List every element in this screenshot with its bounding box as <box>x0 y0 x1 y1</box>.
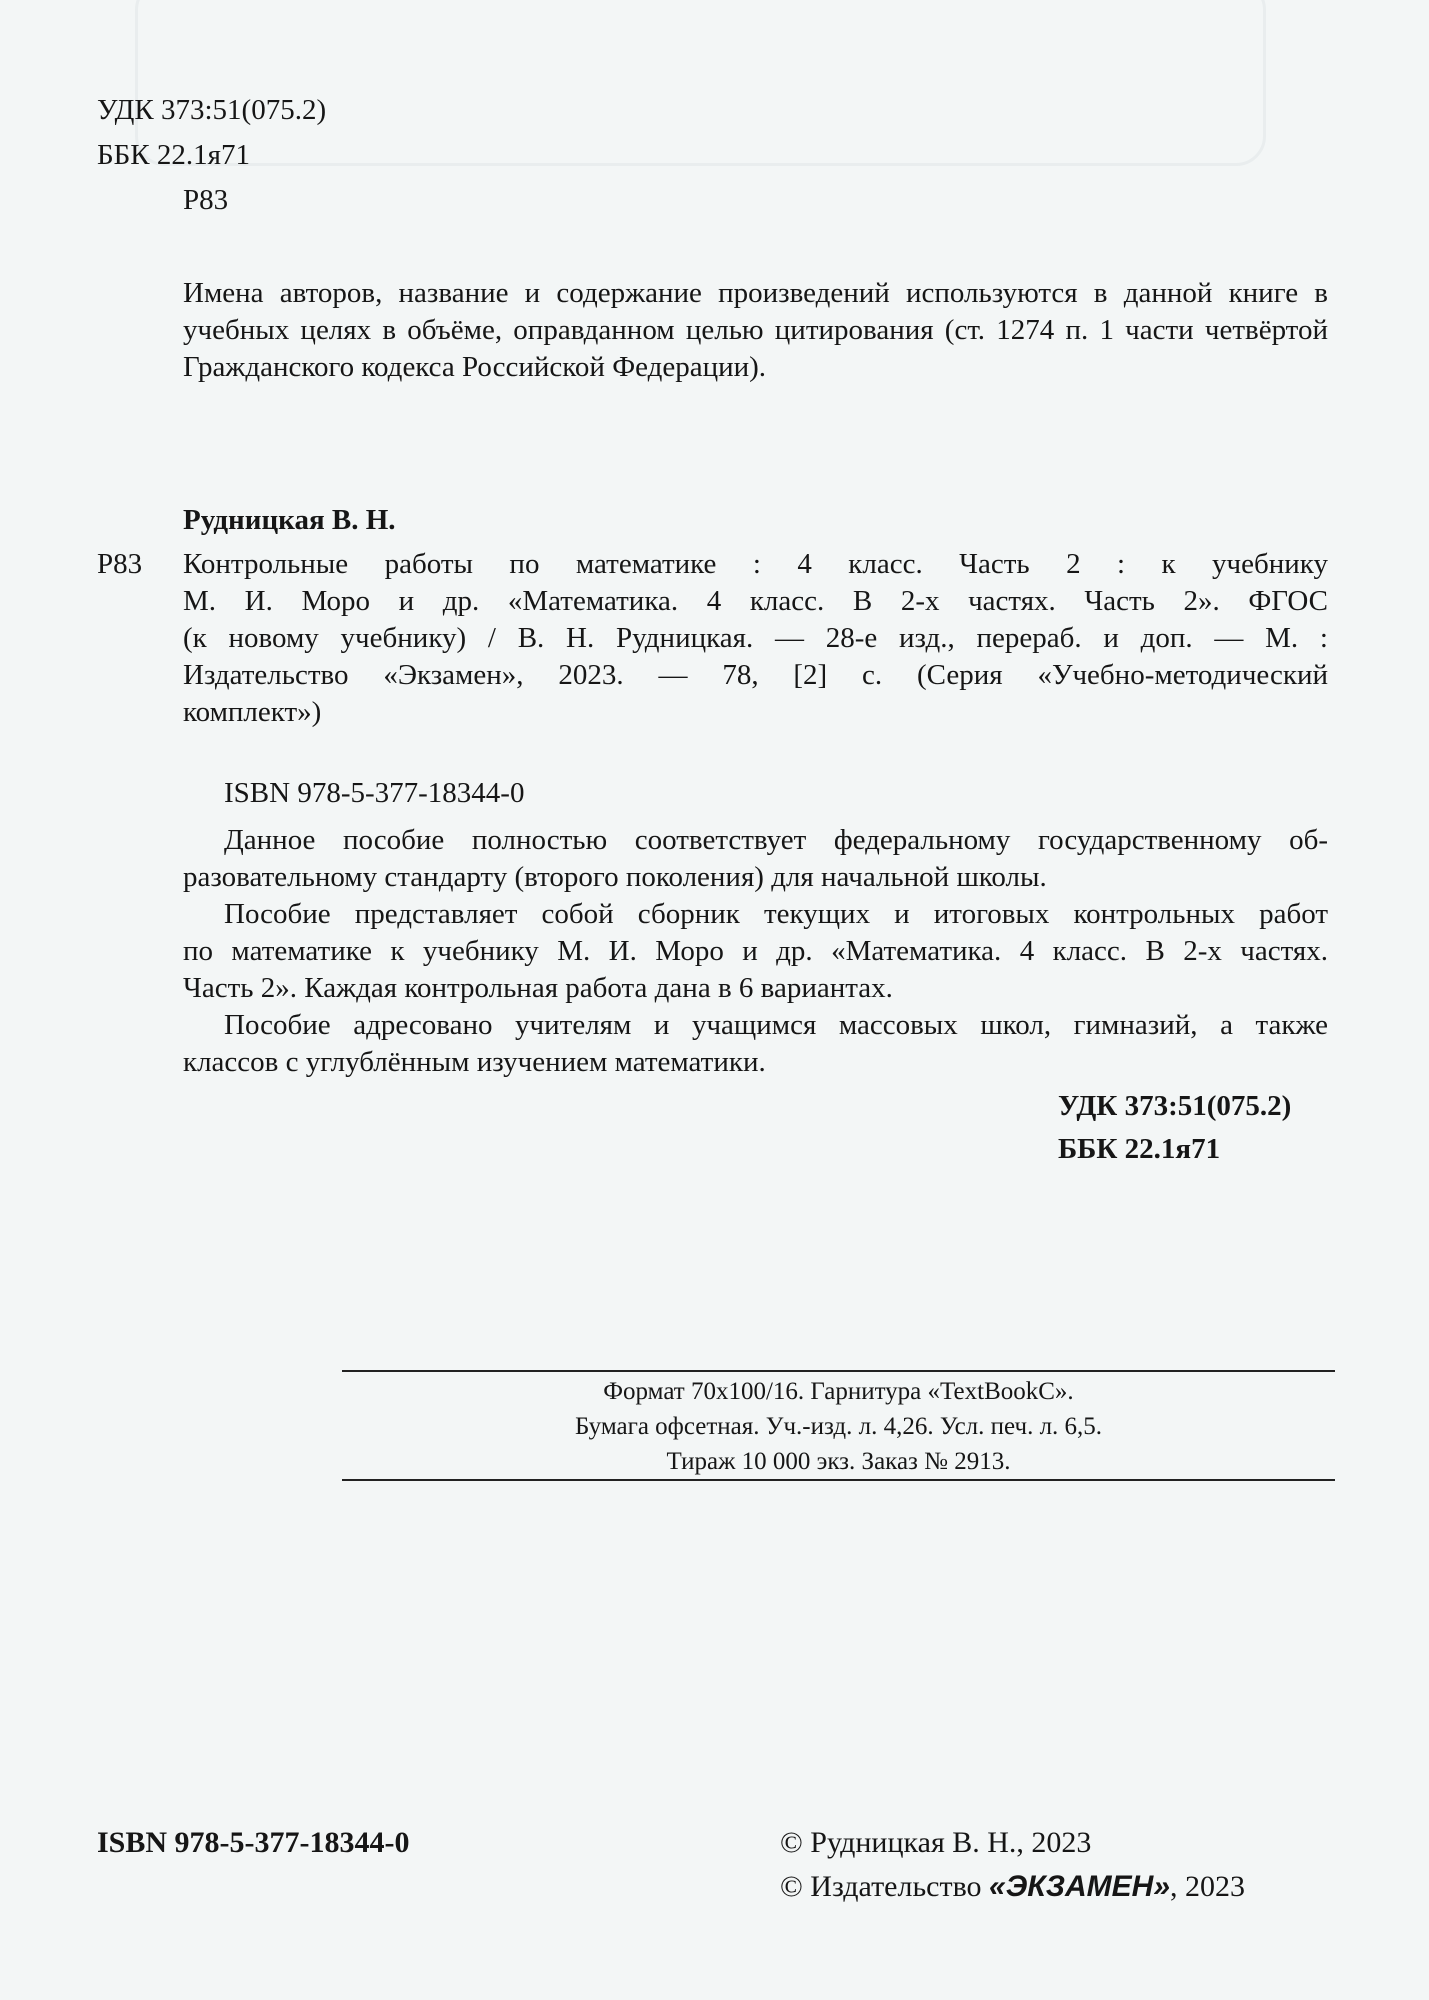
description-line: М. И. Моро и др. «Математика. 4 класс. В 2-х частях. Часть 2». ФГОС <box>183 585 1328 617</box>
description-line: комплект») <box>183 696 322 728</box>
imprint-line: Тираж 10 000 экз. Заказ № 2913. <box>666 1448 1011 1475</box>
annotation-line: Часть 2». Каждая контрольная работа дана в 6 вариантах. <box>183 972 893 1004</box>
udk-catalog: УДК 373:51(075.2) <box>1058 1090 1292 1122</box>
bbk-catalog: ББК 22.1я71 <box>1058 1133 1221 1165</box>
imprint-bottom-rule <box>342 1479 1335 1481</box>
description-line: Контрольные работы по математике : 4 класс. Часть 2 : к учебнику <box>183 548 1328 580</box>
author-code-top: Р83 <box>183 184 229 216</box>
bibliographic-description <box>183 546 1328 731</box>
copyright-publisher-suffix: , 2023 <box>1170 1870 1246 1903</box>
author-code: Р83 <box>97 548 143 580</box>
annotation-line: разовательному стандарту (второго поколения) для начальной школы. <box>183 861 1047 893</box>
isbn-catalog: ISBN 978-5-377-18344-0 <box>224 777 525 809</box>
annotation-line: Пособие представляет собой сборник текущих и итоговых контрольных работ <box>224 898 1328 930</box>
annotation <box>183 822 1328 1081</box>
copyright-publisher-prefix: © Издательство <box>780 1870 990 1903</box>
annotation-line: Данное пособие полностью соответствует федеральному государственному об- <box>224 824 1328 856</box>
imprint-line: Бумага офсетная. Уч.-изд. л. 4,26. Усл. печ. л. 6,5. <box>574 1413 1103 1440</box>
isbn-footer: ISBN 978-5-377-18344-0 <box>97 1826 410 1859</box>
annotation-line: Пособие адресовано учителям и учащимся массовых школ, гимназий, а также <box>224 1009 1328 1041</box>
udk-top: УДК 373:51(075.2) <box>97 94 327 126</box>
imprint-block <box>342 1374 1335 1479</box>
copyright-publisher <box>780 1867 1245 1907</box>
show-through-frame <box>135 0 1266 166</box>
imprint-top-rule <box>342 1370 1335 1372</box>
citation-notice: Имена авторов, название и содержание произведений используются в данной книге в учебных целях в объёме, оправданном целью цитирования (ст. 1274 п. 1 части четвёртой Гражданского кодекса Российской Федерации). <box>183 277 1328 383</box>
author-name: Рудницкая В. Н. <box>183 504 396 536</box>
copyright-author: © Рудницкая В. Н., 2023 <box>780 1826 1092 1859</box>
annotation-line: по математике к учебнику М. И. Моро и др. «Математика. 4 класс. В 2-х частях. <box>183 935 1328 967</box>
bbk-top: ББК 22.1я71 <box>97 139 250 171</box>
description-line: Издательство «Экзамен», 2023. — 78, [2] с. (Серия «Учебно-методический <box>183 659 1328 691</box>
description-line: (к новому учебнику) / В. Н. Рудницкая. — 28-е изд., перераб. и доп. — М. : <box>183 622 1328 654</box>
publisher-name: «ЭКЗАМЕН» <box>989 1870 1171 1903</box>
imprint-line: Формат 70x100/16. Гарнитура «TextBookC». <box>603 1378 1074 1405</box>
annotation-line: классов с углублённым изучением математики. <box>183 1046 766 1078</box>
